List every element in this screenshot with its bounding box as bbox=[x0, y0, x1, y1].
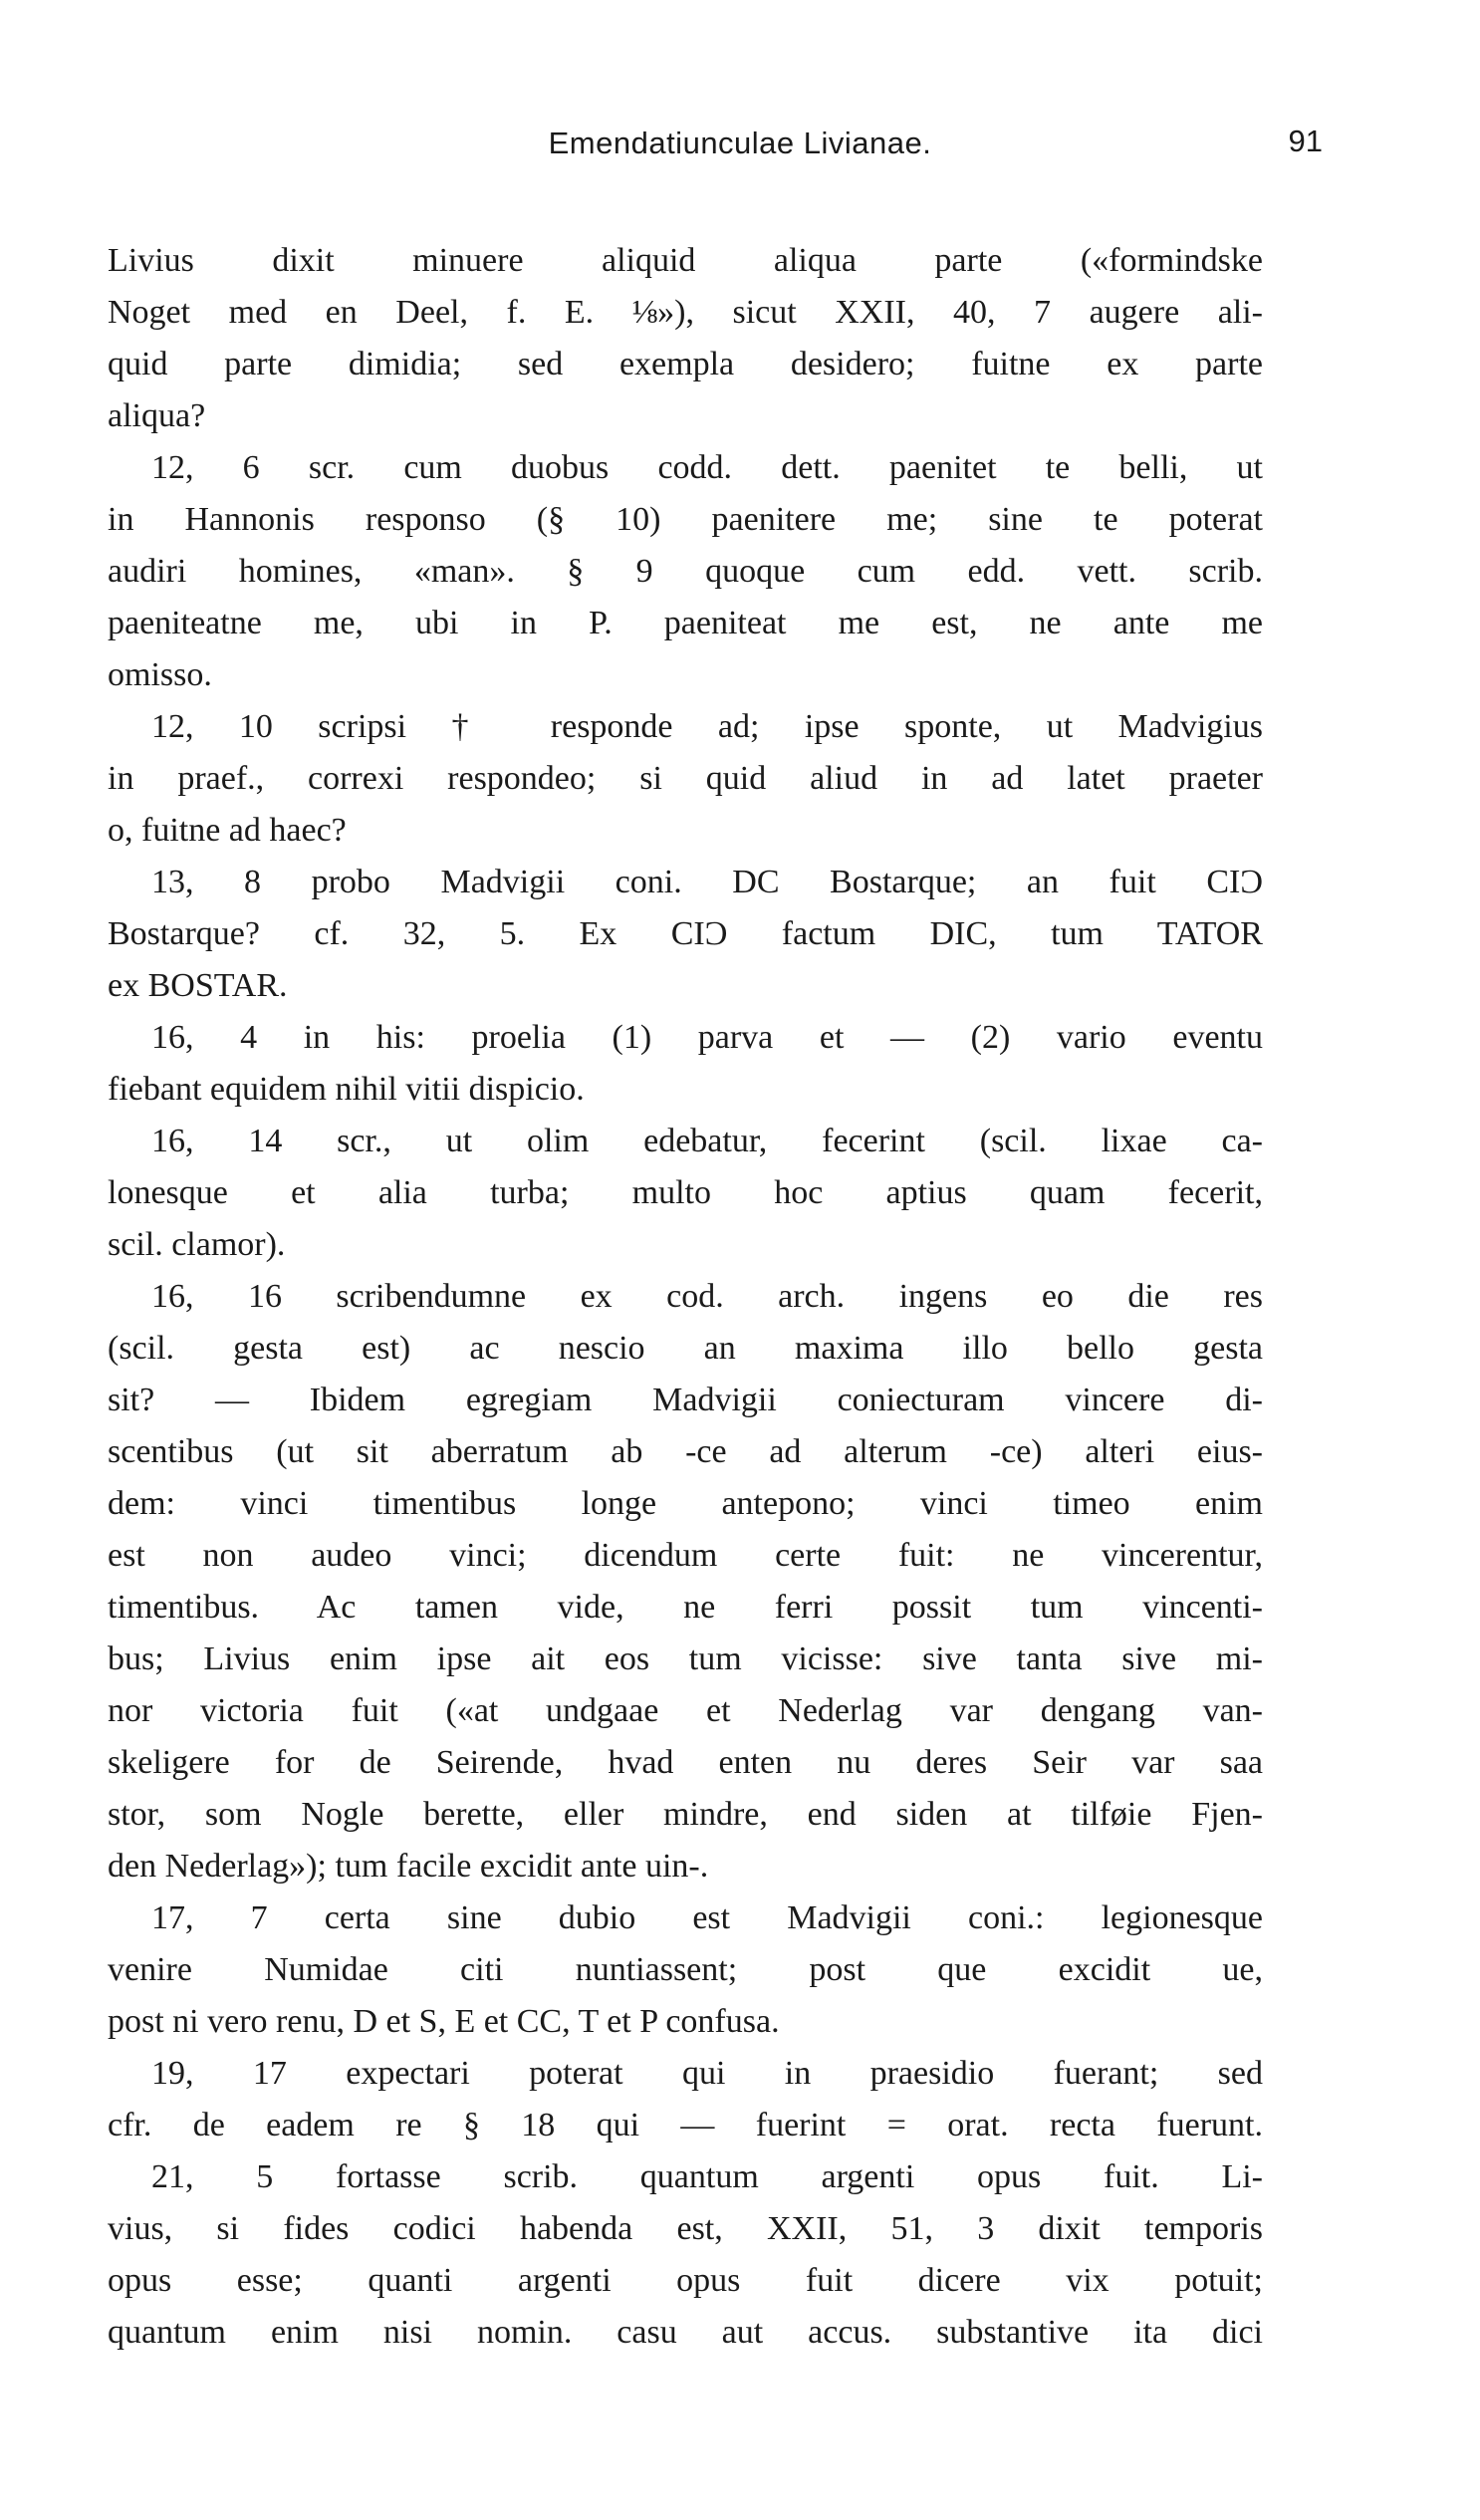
text-line: nor victoria fuit («at undgaae et Nederlag var dengang van- bbox=[108, 1692, 1263, 1729]
text-line: sit? — Ibidem egregiam Madvigii coniecturam vincere di- bbox=[108, 1382, 1263, 1418]
text-line: 12, 6 scr. cum duobus codd. dett. paenitet te belli, ut bbox=[151, 449, 1263, 486]
text-line: quantum enim nisi nomin. casu aut accus. substantive ita dici bbox=[108, 2314, 1263, 2351]
text-line: timentibus. Ac tamen vide, ne ferri possit tum vincenti- bbox=[108, 1589, 1263, 1626]
text-line: dem: vinci timentibus longe antepono; vinci timeo enim bbox=[108, 1485, 1263, 1522]
text-line: 21, 5 fortasse scrib. quantum argenti opus fuit. Li- bbox=[151, 2158, 1263, 2195]
text-line: in praef., correxi respondeo; si quid aliud in ad latet praeter bbox=[108, 760, 1263, 797]
text-line: stor, som Nogle berette, eller mindre, end siden at tilføie Fjen- bbox=[108, 1796, 1263, 1833]
text-line: 16, 16 scribendumne ex cod. arch. ingens eo die res bbox=[151, 1278, 1263, 1315]
text-line: opus esse; quanti argenti opus fuit dicere vix potuit; bbox=[108, 2262, 1263, 2299]
text-line: vius, si fides codici habenda est, XXII, 51, 3 dixit temporis bbox=[108, 2210, 1263, 2247]
text-line: scil. clamor). bbox=[108, 1226, 286, 1263]
text-line: est non audeo vinci; dicendum certe fuit: ne vincerentur, bbox=[108, 1537, 1263, 1574]
text-line: 19, 17 expectari poterat qui in praesidio fuerant; sed bbox=[151, 2055, 1263, 2092]
text-line: paeniteatne me, ubi in P. paeniteat me est, ne ante me bbox=[108, 605, 1263, 641]
text-line: venire Numidae citi nuntiassent; post que excidit ue, bbox=[108, 1951, 1263, 1988]
text-line: in Hannonis responso (§ 10) paenitere me; sine te poterat bbox=[108, 501, 1263, 538]
text-line: 17, 7 certa sine dubio est Madvigii coni.: legionesque bbox=[151, 1899, 1263, 1936]
text-line: o, fuitne ad haec? bbox=[108, 812, 347, 849]
text-line: cfr. de eadem re § 18 qui — fuerint = orat. recta fuerunt. bbox=[108, 2107, 1263, 2143]
text-line: ex BOSTAR. bbox=[108, 967, 288, 1004]
text-line: post ni vero renu, D et S, E et CC, T et P confusa. bbox=[108, 2003, 780, 2040]
text-line: 16, 4 in his: proelia (1) parva et — (2) vario eventu bbox=[151, 1019, 1263, 1056]
text-line: quid parte dimidia; sed exempla desidero; fuitne ex parte bbox=[108, 346, 1263, 382]
text-line: 12, 10 scripsi † responde ad; ipse sponte, ut Madvigius bbox=[151, 708, 1263, 745]
text-line: fiebant equidem nihil vitii dispicio. bbox=[108, 1071, 585, 1108]
text-line: Noget med en Deel, f. E. ⅛»), sicut XXII, 40, 7 augere ali- bbox=[108, 294, 1263, 331]
page-number: 91 bbox=[1288, 124, 1323, 158]
text-line: den Nederlag»); tum facile excidit ante uin-. bbox=[108, 1848, 709, 1885]
text-line: Bostarque? cf. 32, 5. Ex CIϽ factum DIC, tum TATOR bbox=[108, 915, 1263, 952]
text-line: aliqua? bbox=[108, 397, 206, 434]
text-line: skeligere for de Seirende, hvad enten nu deres Seir var saa bbox=[108, 1744, 1263, 1781]
running-header: Emendatiunculae Livianae. bbox=[548, 126, 932, 160]
text-line: 16, 14 scr., ut olim edebatur, fecerint (scil. lixae ca- bbox=[151, 1123, 1263, 1159]
text-line: omisso. bbox=[108, 656, 212, 693]
text-line: Livius dixit minuere aliquid aliqua parte («formindske bbox=[108, 242, 1263, 279]
text-line: 13, 8 probo Madvigii coni. DC Bostarque; an fuit CIϽ bbox=[151, 864, 1263, 900]
text-line: (scil. gesta est) ac nescio an maxima illo bello gesta bbox=[108, 1330, 1263, 1367]
text-line: lonesque et alia turba; multo hoc aptius quam fecerit, bbox=[108, 1174, 1263, 1211]
text-line: scentibus (ut sit aberratum ab -ce ad alterum -ce) alteri eius- bbox=[108, 1433, 1263, 1470]
text-line: bus; Livius enim ipse ait eos tum vicisse: sive tanta sive mi- bbox=[108, 1640, 1263, 1677]
text-line: audiri homines, «man». § 9 quoque cum edd. vett. scrib. bbox=[108, 553, 1263, 590]
